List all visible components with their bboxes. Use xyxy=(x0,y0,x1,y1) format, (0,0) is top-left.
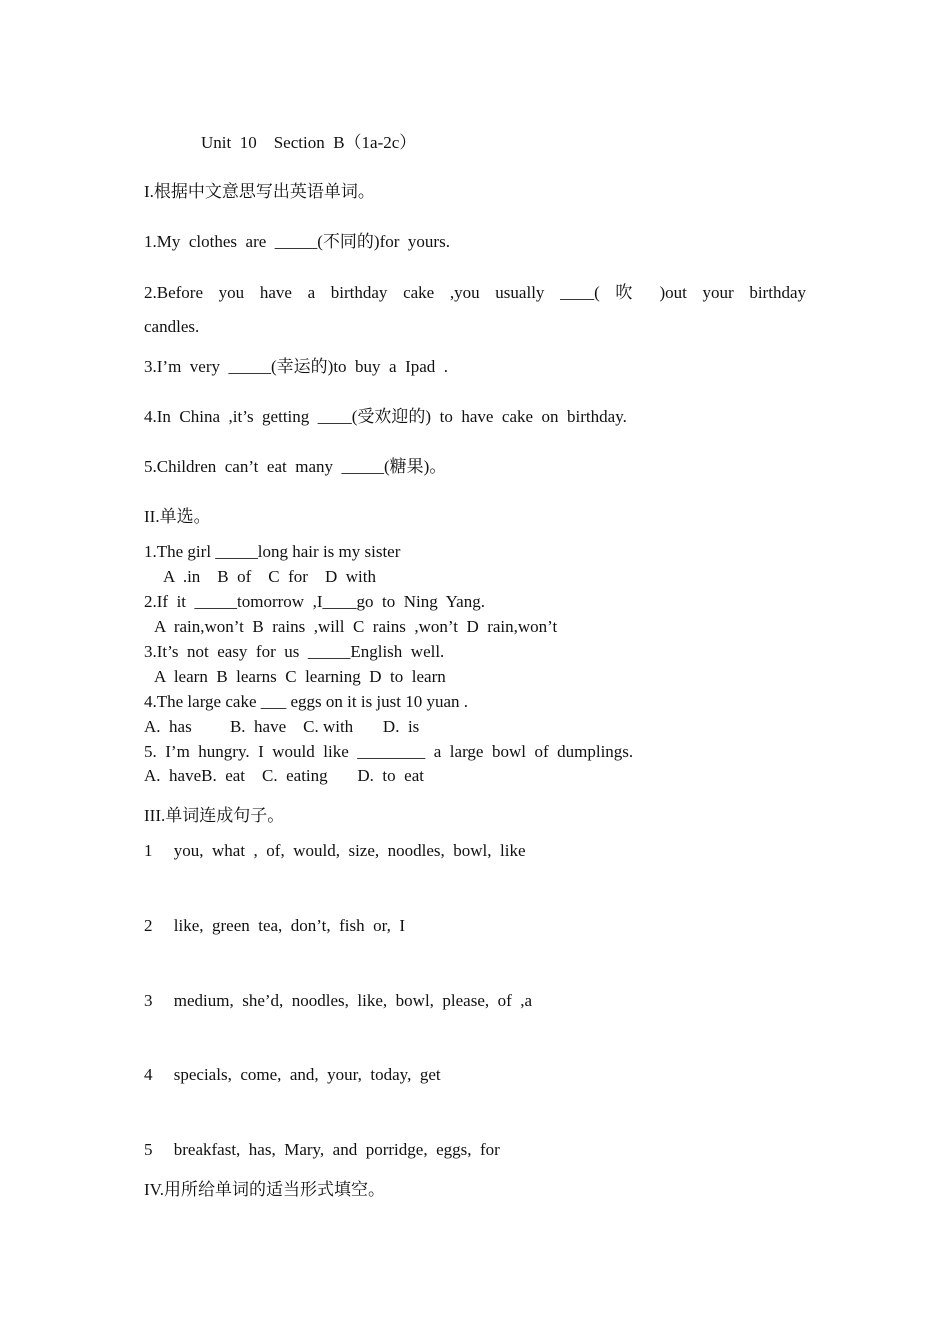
part2-question-3: 3.It’s not easy for us _____English well. xyxy=(144,642,445,661)
part2-question-1-options: A .in B of C for D with xyxy=(163,567,376,586)
part3-question-1: 1 you, what , of, would, size, noodles, bowl, like xyxy=(144,841,526,860)
part2-question-1: 1.The girl _____long hair is my sister xyxy=(144,542,401,561)
part3-question-4: 4 specials, come, and, your, today, get xyxy=(144,1065,441,1084)
part1-question-1: 1.My clothes are _____(不同的)for yours. xyxy=(144,232,450,251)
part2-question-3-options: A learn B learns C learning D to learn xyxy=(154,667,446,686)
part2-question-4-options: A. has B. have C. with D. is xyxy=(144,717,420,736)
part3-question-3: 3 medium, she’d, noodles, like, bowl, please, of ,a xyxy=(144,991,533,1010)
part3-heading: III.单词连成句子。 xyxy=(144,806,285,825)
part2-heading: II.单选。 xyxy=(144,507,211,526)
part1-question-4: 4.In China ,it’s getting ____(受欢迎的) to have cake on birthday. xyxy=(144,407,627,426)
part2-question-5: 5. I’m hungry. I would like ________ a large bowl of dumplings. xyxy=(144,742,634,761)
part2-question-2-options: A rain,won’t B rains ,will C rains ,won’t D rain,won’t xyxy=(154,617,558,636)
part1-question-5: 5.Children can’t eat many _____(糖果)。 xyxy=(144,457,447,476)
part1-question-2-line-1: 2.Before you have a birthday cake ,you usually ____( 吹 )out your birthday xyxy=(144,283,806,302)
part2-question-4: 4.The large cake ___ eggs on it is just 10 yuan . xyxy=(144,692,469,711)
part3-question-2: 2 like, green tea, don’t, fish or, I xyxy=(144,916,406,935)
part1-question-3: 3.I’m very _____(幸运的)to buy a Ipad . xyxy=(144,357,449,376)
part1-question-2-line-2: candles. xyxy=(144,317,200,336)
part2-question-2: 2.If it _____tomorrow ,I____go to Ning Yang. xyxy=(144,592,485,611)
part4-heading: IV.用所给单词的适当形式填空。 xyxy=(144,1180,385,1199)
part2-question-5-options: A. haveB. eat C. eating D. to eat xyxy=(144,766,424,785)
worksheet-title: Unit 10 Section B（1a-2c） xyxy=(201,133,417,152)
part3-question-5: 5 breakfast, has, Mary, and porridge, eggs, for xyxy=(144,1140,500,1159)
part1-heading: I.根据中文意思写出英语单词。 xyxy=(144,182,375,201)
